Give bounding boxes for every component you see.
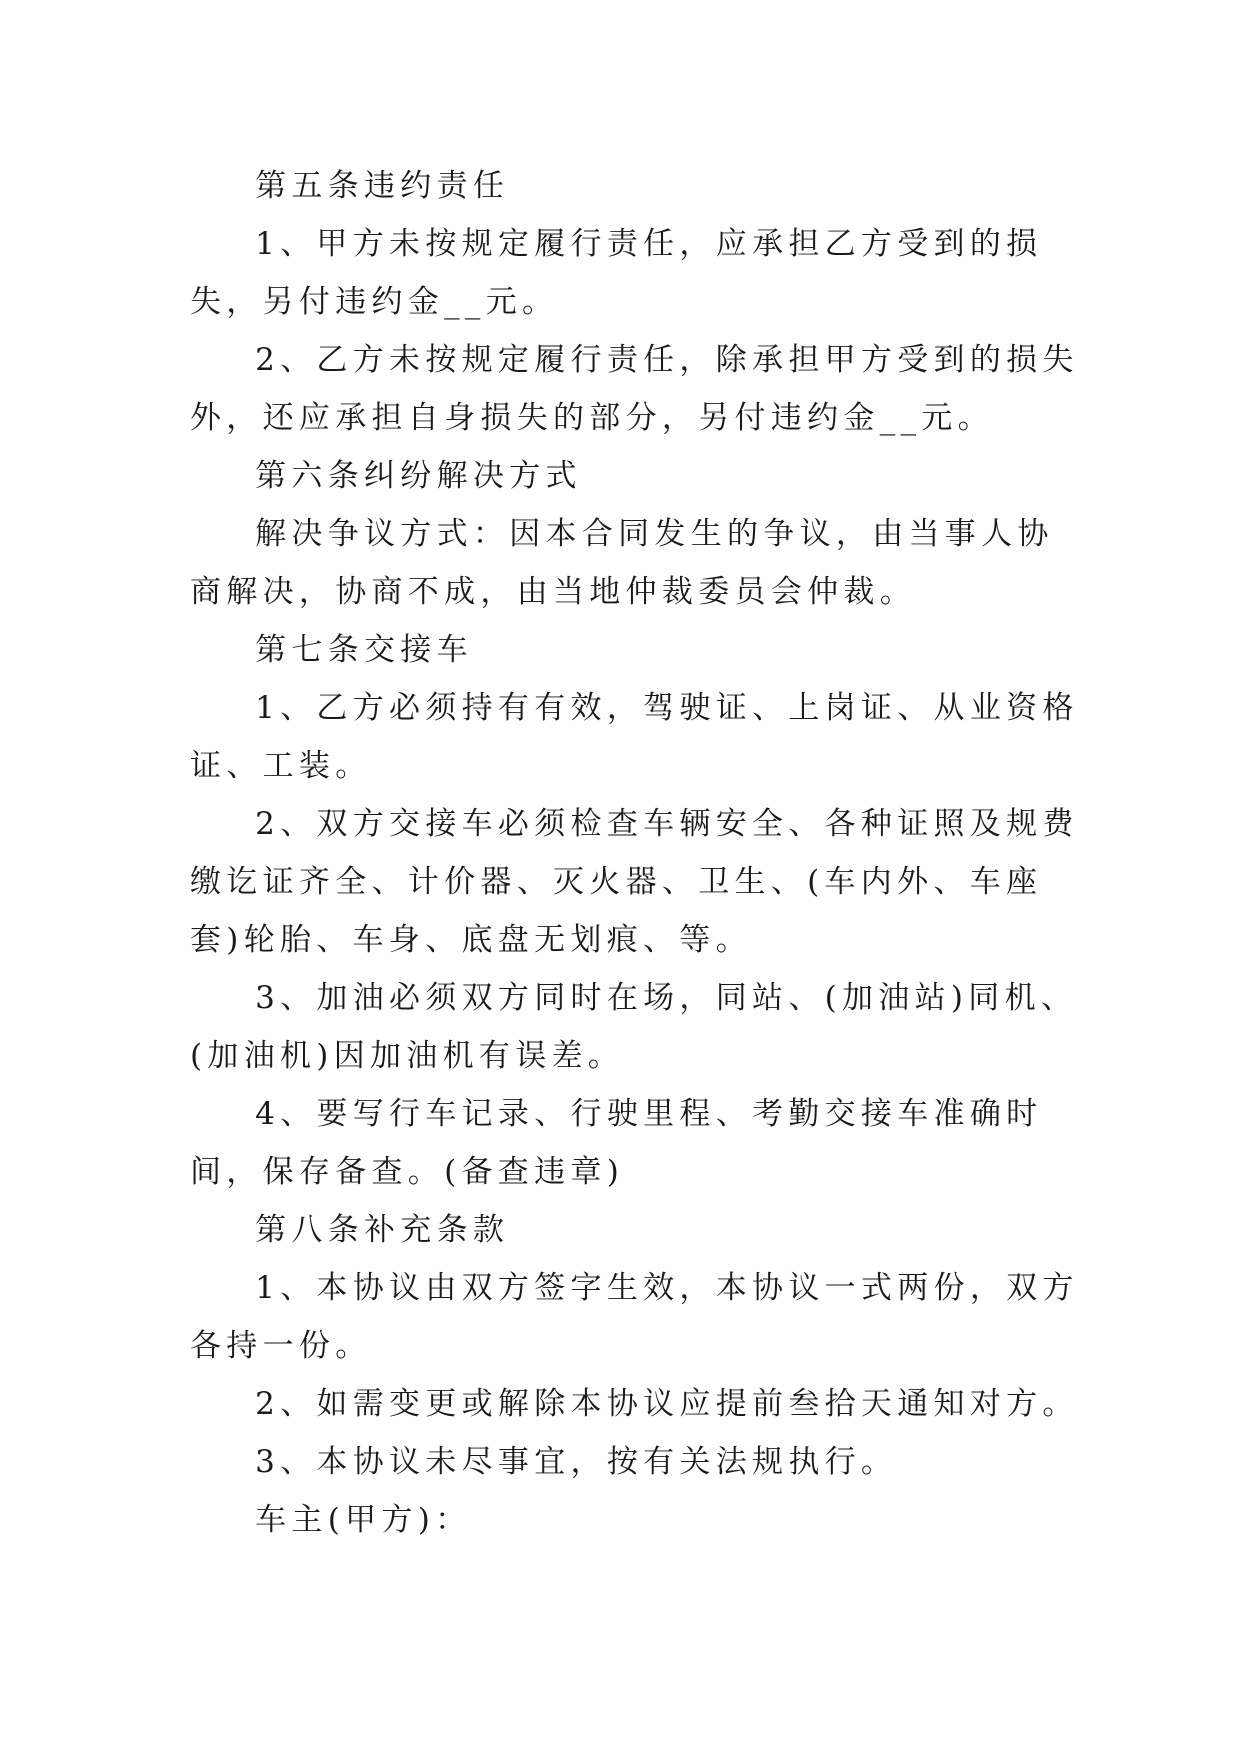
document-body	[190, 157, 1082, 1549]
clause-other-matters: 3、本协议未尽事宜，按有关法规执行。	[255, 1444, 898, 1480]
clause-party-b-breach: 2、乙方未按规定履行责任，除承担甲方受到的损失外，还应承担自身损失的部分，另付违约金__元。	[190, 342, 1079, 436]
section-heading-dispute-resolution: 第六条纠纷解决方式	[255, 458, 582, 494]
clause-signing-copies: 1、本协议由双方签字生效，本协议一式两份，双方各持一份。	[190, 1270, 1079, 1364]
section-heading-breach-liability: 第五条违约责任	[255, 168, 510, 204]
section-heading-supplementary: 第八条补充条款	[255, 1212, 510, 1248]
clause-dispute-method: 解决争议方式：因本合同发生的争议，由当事人协商解决，协商不成，由当地仲裁委员会仲裁。	[190, 516, 1054, 610]
signature-owner-party-a: 车主(甲方)：	[255, 1502, 472, 1538]
clause-driving-records: 4、要写行车记录、行驶里程、考勤交接车准确时间，保存备查。(备查违章)	[190, 1096, 1043, 1190]
clause-handover-documents: 1、乙方必须持有有效，驾驶证、上岗证、从业资格证、工装。	[190, 690, 1079, 784]
clause-termination-notice: 2、如需变更或解除本协议应提前叁拾天通知对方。	[255, 1386, 1079, 1422]
section-heading-vehicle-handover: 第七条交接车	[255, 632, 473, 668]
clause-refueling: 3、加油必须双方同时在场，同站、(加油站)同机、(加油机)因加油机有误差。	[190, 980, 1078, 1074]
clause-party-a-breach: 1、甲方未按规定履行责任，应承担乙方受到的损失，另付违约金__元。	[190, 226, 1043, 320]
clause-handover-inspection: 2、双方交接车必须检查车辆安全、各种证照及规费缴讫证齐全、计价器、灭火器、卫生、(车内外、车座套)轮胎、车身、底盘无划痕、等。	[190, 806, 1079, 958]
